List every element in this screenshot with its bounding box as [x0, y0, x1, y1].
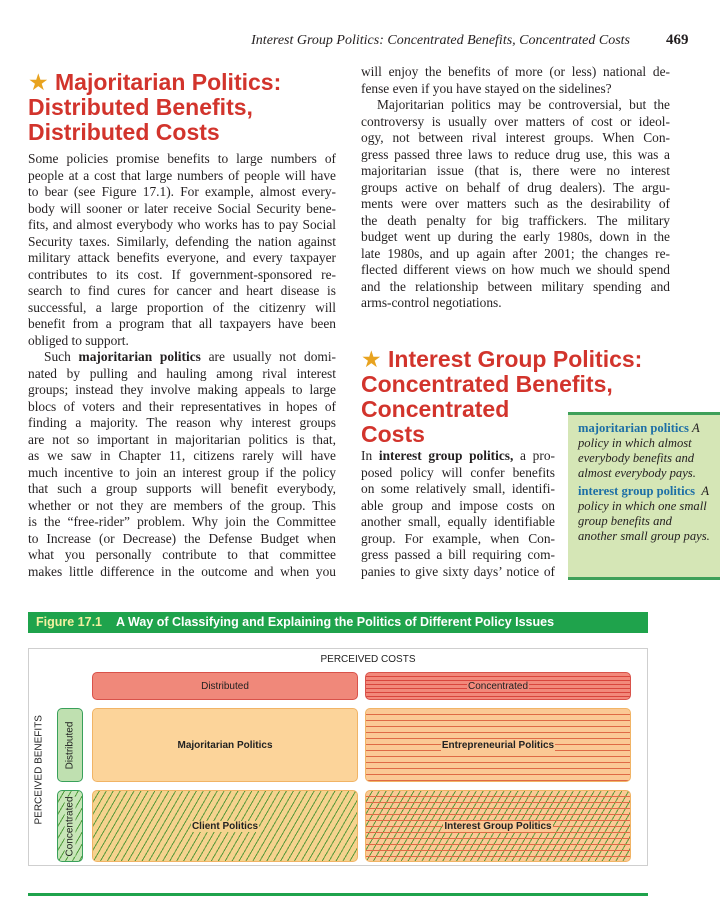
running-header: Interest Group Politics: Concentrated Benefits, Concentrated Costs [251, 33, 630, 48]
section-heading-majoritarian [28, 70, 281, 145]
text-line: posed policy will confer benefits [361, 464, 555, 480]
text-fragment: Such [44, 349, 79, 364]
text-line: flected different views on how much we should spend [361, 262, 670, 277]
text-line: that such a group supports will benefit everybody, [28, 481, 336, 496]
glossary-definition: A policy in which one small group benefits and another small group pays. [578, 484, 710, 543]
text-line: contributes to its cost. If government-sponsored re- [28, 266, 336, 282]
cell-label: Interest Group Politics [444, 820, 552, 832]
heading-line: Distributed Costs [28, 119, 220, 145]
text-line: to bear (see Figure 17.1). For example, almost every- [28, 184, 336, 199]
text-line [28, 349, 336, 366]
text-line: as we saw in Chapter 11, citizens rarely will have [28, 448, 336, 463]
text-line: majoritarian issue (that is, there were no interest [361, 163, 670, 178]
text-line: are not so important in majoritarian politics is that, [28, 431, 336, 447]
text-line: gress passed a bill requiring com- [361, 547, 555, 562]
heading-line: Majoritarian Politics: [55, 69, 282, 95]
cell-label: Client Politics [191, 820, 259, 832]
text-line: fense even if you have stayed on the sidelines? [361, 80, 612, 96]
cost-header-concentrated [365, 672, 631, 700]
text-line: group. For example, when Con- [361, 530, 555, 546]
glossary-definition: A policy in which almost everybody benefits and almost everybody pays. [578, 421, 700, 480]
text-line: nated by pulling and hauling among rival interest [28, 365, 336, 381]
figure-bottom-rule [28, 893, 648, 896]
heading-line: Concentrated Benefits, [361, 371, 613, 397]
glossary-entry [578, 484, 712, 544]
text-line: whether or not they are members of the group. This [28, 497, 336, 513]
heading-line: Interest Group Politics: [388, 346, 643, 372]
text-line: will enjoy the benefits of more (or less) national de- [361, 64, 670, 79]
text-line: is the “free-rider” problem. Why join the Committee [28, 514, 336, 529]
glossary-entry [578, 421, 712, 481]
figure-number: Figure 17.1 [36, 615, 102, 629]
text-line: groups active on behalf of drug dealers). The argu- [361, 179, 670, 195]
page-number: 469 [666, 32, 689, 48]
text-line: blocs of voters and their representatives in hopes of [28, 398, 336, 414]
text-line: obliged to support. [28, 332, 129, 348]
text-line: and the relationship between military spending and [361, 278, 670, 294]
cost-header-distributed [92, 672, 358, 700]
benefit-row-distributed [57, 708, 83, 782]
text-line: Majoritarian politics may be controversial, but the [377, 97, 670, 112]
star-icon: ★ [361, 346, 382, 372]
left-column-text [28, 151, 336, 580]
text-line [361, 448, 555, 465]
text-fragment: are usually not domi- [200, 349, 336, 364]
text-line: late 1980s, and up again after 2001; the changes re- [361, 245, 670, 261]
figure-title-bar [28, 612, 648, 633]
text-line: people at a cost that large numbers of people will have [28, 167, 336, 183]
text-line: successful, a large proportion of the citizenry will [28, 299, 336, 315]
key-term: majoritarian politics [78, 349, 201, 364]
text-line: the death penalty for big traffickers. The military [361, 212, 670, 228]
key-term: interest group politics, [378, 448, 514, 463]
star-icon: ★ [28, 69, 49, 95]
glossary-term: interest group politics [578, 484, 696, 498]
text-line: search to find cures for cancer and heart disease is [28, 283, 336, 298]
cell-label: Distributed [201, 680, 249, 692]
text-line: fits, and almost everybody who works has to pay Social [28, 217, 336, 232]
cell-label: Entrepreneurial Politics [441, 739, 555, 751]
text-line: to Increase (or Decrease) the Defense Budget when [28, 530, 336, 546]
text-line: gress passed three laws to reduce drug use, this was a [361, 146, 670, 162]
perceived-benefits-label: PERCEIVED BENEFITS [33, 715, 45, 825]
text-line: able group and impose costs on [361, 497, 555, 513]
interest-group-paragraph [361, 448, 555, 580]
heading-line: Concentrated [361, 396, 510, 422]
text-line: another small, equally identifiable [361, 514, 555, 529]
perceived-costs-label: PERCEIVED COSTS [320, 654, 416, 665]
cell-label: Majoritarian Politics [177, 739, 273, 751]
text-fragment: In [361, 448, 379, 463]
text-line: much incentive to join an interest group if the policy [28, 464, 336, 480]
text-line: benefit from a program that all taxpayers have been [28, 316, 336, 331]
text-line: body will sooner or later receive Social Security bene- [28, 200, 336, 216]
text-line: Security taxes. Similarly, defending the nation against [28, 233, 336, 249]
figure-diagram [28, 648, 648, 866]
text-line: panies to give sixty days’ notice of [361, 563, 555, 579]
text-fragment: a pro- [513, 448, 555, 463]
text-line: makes little difference in the outcome and when you [28, 563, 336, 579]
glossary-term: majoritarian politics [578, 421, 689, 435]
cell-client-politics [92, 790, 358, 862]
cell-label: Concentrated [467, 680, 529, 692]
glossary-sidebar [568, 412, 720, 580]
text-line: ments were over matters such as the desirability of [361, 196, 670, 211]
figure-title: A Way of Classifying and Explaining the Politics of Different Policy Issues [116, 615, 555, 629]
cell-entrepreneurial-politics [365, 708, 631, 782]
cell-majoritarian-politics [92, 708, 358, 782]
benefit-row-concentrated [57, 790, 83, 862]
right-column-text [361, 64, 670, 312]
text-line: military attack benefits everyone, and every taxpayer [28, 250, 336, 265]
cell-label: Distributed [64, 721, 76, 769]
text-line: finding a majority. The reason why interest groups [28, 415, 336, 430]
text-line: what you personally contribute to that committee [28, 547, 336, 562]
cell-label: Concentrated [64, 795, 76, 857]
heading-line: Distributed Benefits, [28, 94, 253, 120]
text-line: groups; instead they involve making appeals to large [28, 382, 336, 397]
text-line: on some relatively small, identifi- [361, 481, 555, 496]
text-line: controversy is usually over matters of cost or ideol- [361, 113, 670, 129]
text-line: arms-control negotiations. [361, 295, 502, 310]
text-line: Some policies promise benefits to large numbers of [28, 151, 336, 166]
text-line: budget went up during the early 1980s, down in the [361, 229, 670, 244]
text-line: ogy, not between rival interest groups. When Con- [361, 130, 670, 145]
cell-interest-group-politics [365, 790, 631, 862]
heading-line: Costs [361, 421, 425, 447]
